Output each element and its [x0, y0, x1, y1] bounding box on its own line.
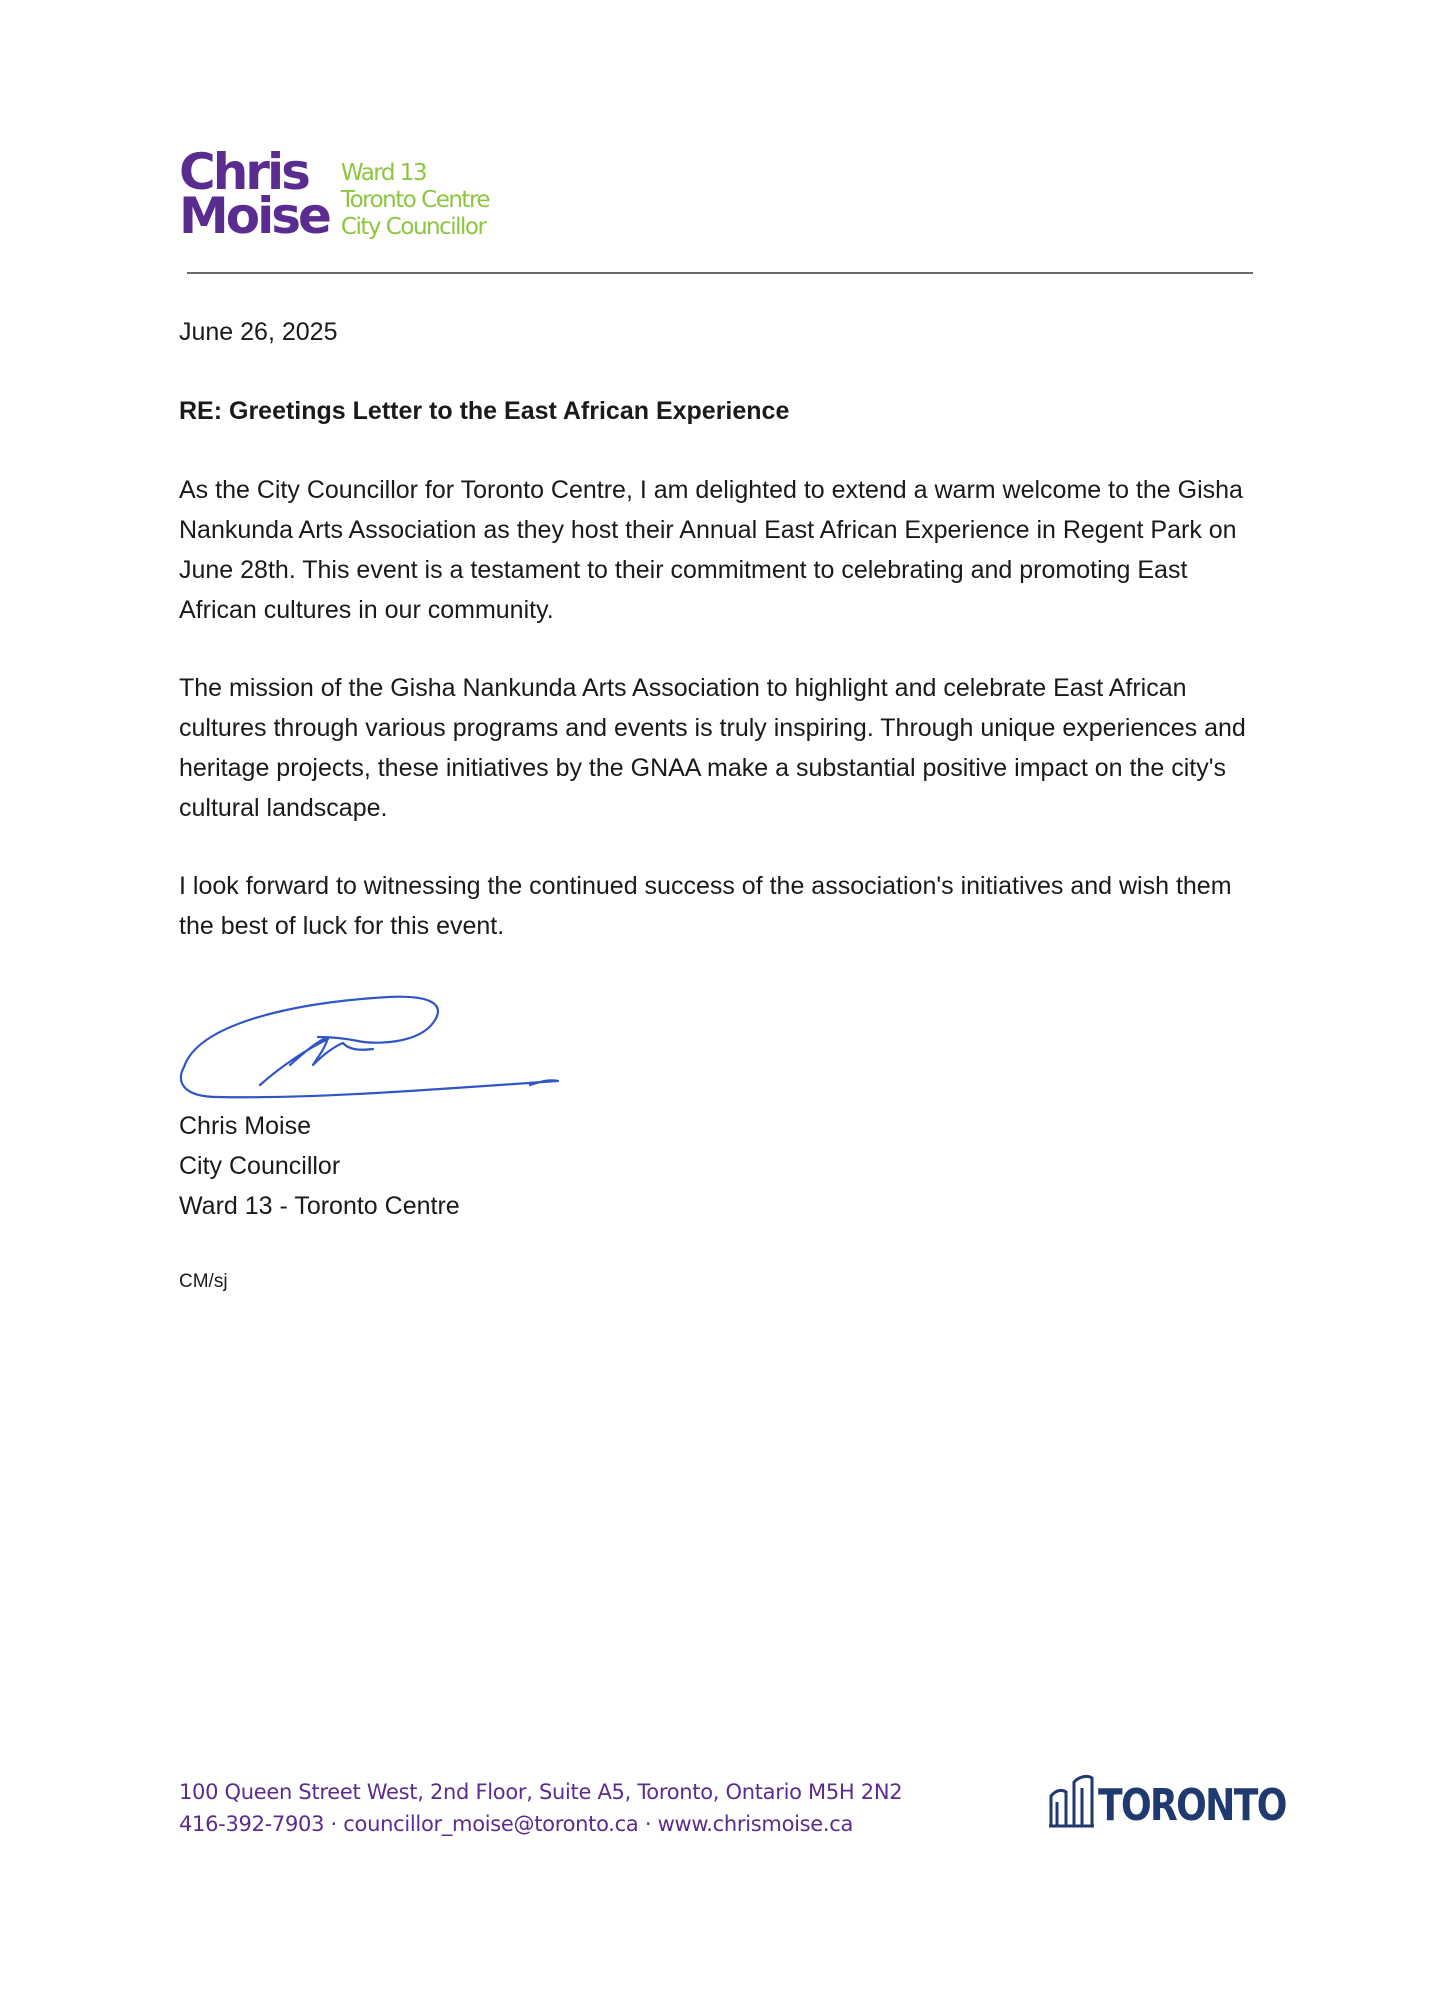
logo-ward: Ward 13 — [340, 160, 427, 186]
footer-contact-line: 416-392-7903 · councillor_moise@toronto.ca · www.chrismoise.ca — [179, 1812, 854, 1836]
letter-paragraph-2: The mission of the Gisha Nankunda Arts Association to highlight and celebrate East African cultures through various programs and events is truly inspiring. Through unique experiences and heritage projects, these initiatives by the GNAA make a substantial positive impact on the city's cultural landscape. — [179, 674, 1246, 822]
letter-paragraph-1: As the City Councillor for Toronto Centre, I am delighted to extend a warm welcome to the Gisha Nankunda Arts Association as they host their Annual East African Experience in Regent Park on June 28th. This event is a testament to their commitment to celebrating and promoting East African cultures in our community. — [179, 476, 1243, 624]
footer-address: 100 Queen Street West, 2nd Floor, Suite A5, Toronto, Ontario M5H 2N2 — [179, 1780, 903, 1804]
city-of-toronto-logo — [1048, 1772, 1327, 1831]
signer-ward: Ward 13 - Toronto Centre — [179, 1192, 460, 1220]
footer-contact — [179, 1776, 902, 1840]
councillor-logo — [179, 143, 490, 245]
signer-title: City Councillor — [179, 1152, 341, 1180]
logo-last-name: Moise — [179, 187, 329, 245]
signature-block — [179, 1106, 460, 1226]
logo-area: Toronto Centre — [340, 187, 490, 213]
logo-first-name: Chris — [179, 143, 308, 201]
handwritten-signature — [178, 985, 578, 1105]
header-divider — [187, 272, 1253, 274]
city-hall-icon — [1048, 1772, 1094, 1828]
letter-date: June 26, 2025 — [179, 318, 338, 346]
logo-role: City Councillor — [340, 214, 486, 240]
logo-subtitle — [341, 160, 489, 241]
letter-subject: RE: Greetings Letter to the East African Experience — [179, 397, 790, 425]
logo-name — [179, 143, 329, 245]
letter-paragraph-3: I look forward to witnessing the continued success of the association's initiatives and wish them the best of luck for this event. — [179, 872, 1232, 940]
signer-name: Chris Moise — [179, 1112, 311, 1140]
typist-initials: CM/sj — [179, 1271, 228, 1292]
toronto-wordmark: TORONTO — [1098, 1780, 1286, 1831]
